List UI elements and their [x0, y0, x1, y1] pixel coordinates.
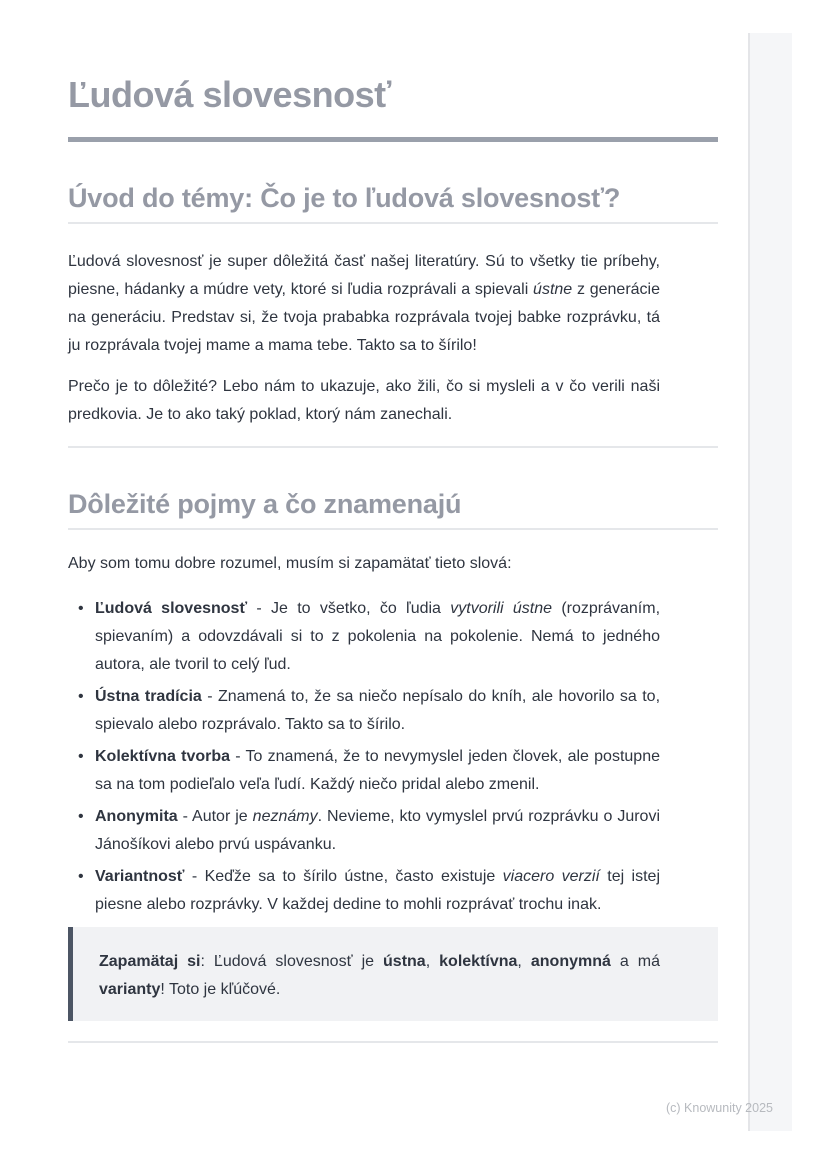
list-item-ustna-tradicia: • Ústna tradícia - Znamená to, že sa niečo nepísalo do kníh, ale hovorilo sa to, spievalo alebo rozprávalo. Takto sa to šírilo. — [68, 683, 660, 739]
title-divider — [68, 137, 718, 142]
section-heading-intro: Úvod do témy: Čo je to ľudová slovesnosť? — [68, 183, 621, 213]
list-item-kolektivna-tvorba: • Kolektívna tvorba - To znamená, že to nevymyslel jeden človek, ale postupne sa na tom podieľalo veľa ľudí. Každý niečo pridal alebo zmenil. — [68, 743, 660, 799]
callout-text: Zapamätaj si: Ľudová slovesnosť je ústna, kolektívna, anonymná a má varianty! Toto je kľúčové. — [99, 953, 661, 998]
list-item-ludova-slovesnost: • Ľudová slovesnosť - Je to všetko, čo ľudia vytvorili ústne (rozprávaním, spievaním) a odovzdávali si to z pokolenia na pokolenie. Nemá to jedného autora, ale tvoril to celý ľud. — [68, 595, 660, 679]
section-heading-terms: Dôležité pojmy a čo znamenajú — [68, 489, 462, 519]
right-page-edge-strip — [748, 33, 792, 1131]
bottom-divider — [68, 1041, 718, 1043]
intro-paragraph-2: Prečo je to dôležité? Lebo nám to ukazuje, ako žili, čo si mysleli a v čo verili naši predkovia. Je to ako taký poklad, ktorý nám zanechali. — [68, 378, 660, 423]
terms-heading-divider — [68, 528, 718, 530]
intro-heading-divider — [68, 222, 718, 224]
callout-box — [68, 927, 718, 1021]
page-title: Ľudová slovesnosť — [68, 74, 391, 115]
section-divider — [68, 446, 718, 448]
intro-paragraph-1: Ľudová slovesnosť je super dôležitá časť našej literatúry. Sú to všetky tie príbehy, piesne, hádanky a múdre vety, ktoré si ľudia rozprávali a spievali ústne z generácie na generáciu. Predstav si, že tvoja prababka rozprávala tvojej babke rozprávku, tá ju rozprávala tvojej mame a mama tebe. Takto sa to šírilo! — [68, 253, 660, 354]
list-item-variantnost: • Variantnosť - Keďže sa to šírilo ústne, často existuje viacero verzií tej istej piesne alebo rozprávky. V každej dedine to mohli rozprávať trochu inak. — [68, 863, 660, 919]
terms-intro-line: Aby som tomu dobre rozumel, musím si zapamätať tieto slová: — [68, 555, 512, 572]
document-content — [68, 75, 718, 1043]
footer-copyright: (c) Knowunity 2025 — [665, 1101, 773, 1115]
terms-list — [68, 595, 660, 919]
list-item-anonymita: • Anonymita - Autor je neznámy. Nevieme, kto vymyslel prvú rozprávku o Jurovi Jánošíkovi alebo prvú uspávanku. — [68, 803, 660, 859]
